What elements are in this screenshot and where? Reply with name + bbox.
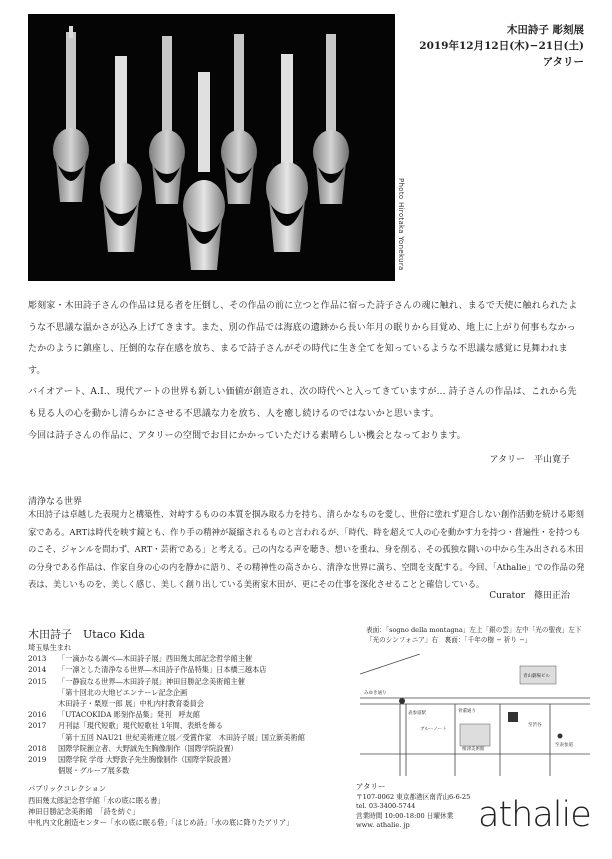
exhibition-title: 木田詩子 彫刻展 xyxy=(506,24,584,36)
building-block xyxy=(460,724,490,746)
bio-entry xyxy=(28,720,348,731)
bio-text: 「一滴かなる調べ―木田詩子展」西田幾太郎記念哲学館主催 xyxy=(58,654,253,664)
bio-entry xyxy=(28,687,348,698)
collection-item: 神田日勝記念美術館 「詩を紡ぐ」 xyxy=(28,806,140,816)
bio-year xyxy=(28,698,58,709)
bio-year xyxy=(28,687,58,698)
poi-marker xyxy=(558,734,563,739)
bio-year: 2019 xyxy=(28,755,47,765)
bio-year: 2015 xyxy=(28,676,47,686)
intro-paragraph-1: 彫刻家・木田詩子さんの作品は見る者を圧倒し、その作品の前に立つと作品に宿った詩子さんの魂に触れ、まるで天使に触れられたような不思議な温かさが込み上げてきます。また、別の作品では海底の遺跡から長い年月の眠りから目覚め、地上に上がり何事もなかったかのように鎮座し、圧倒的な存在感を放ち、まるで詩子さんがその時代に生き全てを知っているような不思議な感覚に見舞われます。 xyxy=(28,301,578,376)
exhibition-venue: アタリー xyxy=(542,56,584,68)
photo-credit: Photo Hirotaka Yonekura xyxy=(397,178,405,271)
bio-entry xyxy=(28,754,348,765)
station-marker xyxy=(399,698,405,704)
bio-entry xyxy=(28,676,348,687)
exhibition-title-block xyxy=(419,22,584,70)
map-label: 至渋谷 xyxy=(528,723,542,728)
intro-paragraph-3: 今回は詩子さんの作品に、アタリーの空間でお目にかかっていただける素晴らしい機会となっております。 xyxy=(28,430,466,441)
map-label: みゆき通り xyxy=(364,691,387,696)
bio-text: 個展・グループ展多数 xyxy=(58,766,130,776)
bio-text: 「一凛とした清浄なる世界―木田詩子作品特集」日本橋三越本店 xyxy=(58,665,267,675)
bio-text: 「第十回北の大地ビエンナーレ記念企画 xyxy=(58,687,188,697)
cover-caption-line: 表面：「sogno della montagna」左上「銀の雲」左中「光の聖夜」左下 xyxy=(366,626,582,634)
cover-caption xyxy=(366,626,606,645)
cover-caption-line: 「光のシンフォニア」右 裏面：「千年の樹 − 祈り −」 xyxy=(366,635,532,644)
curator-signature: Curator 篠田正治 xyxy=(489,591,570,601)
bio-entry xyxy=(28,765,348,776)
exhibition-dates: 2019年12月12日(木)−21日(土) xyxy=(419,40,584,52)
athalie-location-marker xyxy=(508,712,518,722)
bio-year: 2013 xyxy=(28,654,47,664)
venue-name: アタリー xyxy=(356,782,386,791)
artist-birthplace: 埼玉県生まれ xyxy=(28,643,72,652)
bio-text: 国際学院 学母 大野敦子先生胸像制作（国際学院設置） xyxy=(58,755,236,765)
intro-paragraph-2: バイオアート、A.I.、現代アートの世界も新しい価値が創造され、次の時代へと入ってきていますが… 詩子さんの作品は、これから先も見る人の心を動かし清らかにさせる不思議な力を放ち、人を癒し続けるのではないかと思います。 xyxy=(28,387,577,419)
intro-text xyxy=(28,296,584,447)
bio-entry xyxy=(28,709,348,720)
athalie-logo: athalie xyxy=(478,795,591,835)
venue-address xyxy=(356,782,470,830)
bio-entry xyxy=(28,743,348,754)
postal-address: 〒107-0062 東京都港区南青山6-6-25 xyxy=(356,793,471,802)
exhibition-photo xyxy=(28,14,395,281)
map-label: 青山劇場ビル xyxy=(523,674,550,679)
bio-text: 月刊誌「現代短歌」現代短歌社 1年間、表紙を飾る xyxy=(58,721,223,731)
bio-entry xyxy=(28,698,348,709)
bio-entry xyxy=(28,653,348,664)
phone-number: tel. 03-3400-5744 xyxy=(356,802,416,811)
map-label: 骨董通り xyxy=(458,709,476,714)
bio-entry xyxy=(28,664,348,675)
business-hours: 営業時間 10:00-18:00 日曜休業 xyxy=(356,811,454,820)
bio-entry xyxy=(28,732,348,743)
collection-item: 西田幾太郎記念哲学館「水の底に眠る書」 xyxy=(28,795,165,805)
bio-text: 「一静寂なる世界―木田詩子展」神田目勝記念美術館主催 xyxy=(58,676,245,686)
bio-year: 2014 xyxy=(28,665,47,675)
bio-year xyxy=(28,765,58,776)
bio-text: 「UTACOKIDA 彫刻作品集」発刊 呼友館 xyxy=(58,710,200,720)
bio-year: 2018 xyxy=(28,743,47,753)
map-label: 根津美術館 xyxy=(462,747,485,752)
website-link[interactable]: www. athalie. jp xyxy=(356,820,410,829)
artist-biography xyxy=(28,642,348,828)
section-title: 清浄なる世界 xyxy=(28,497,83,507)
bio-year: 2016 xyxy=(28,710,47,720)
bio-year: 2017 xyxy=(28,721,47,731)
bio-year xyxy=(28,732,58,743)
bio-text: 「第十五回 NAU21 世紀美術連立展／受賞作家 木田詩子展」国立新美術館 xyxy=(58,732,305,742)
sculptures-image xyxy=(28,14,395,281)
map-label: ブルーノート xyxy=(420,727,447,732)
access-map xyxy=(360,654,590,776)
collection-title: パブリックコレクション xyxy=(28,784,107,794)
map-label: 表参道駅 xyxy=(408,711,426,716)
map-label: 至表参道 xyxy=(555,743,573,748)
bio-text: 木田詩子・栗原一郎 展」中札内村教育委員会 xyxy=(58,699,205,709)
section-body: 木田詩子は卓越した表現力と構築性、対峙するものの本質を掴み取る力を持ち、清らかなものを愛し、世俗に塗れず迎合しない創作活動を続ける彫刻家である。ARTは時代を映す鏡とも、作り手の精神が凝縮されるものと言われるが、「時代、時を超えて人の心を動かす力を持つ・普遍性・を持つものこそ、ジャンルを問わず、ART・芸術である」と考える。己の内なる声を聴き、想いを重ね、身を削る、その孤独な闘いの中から生み出される木田の分身である作品は、作家自身の心の内を静かに語り、その精神性の高さから、清浄な世界に満ち、空間を支配する。今回、「Athalie」での作品の発表は、美しいものを、美しく感じ、美しく創り出している美術家木田が、更にその仕事を深化させることと確信している。 xyxy=(28,509,585,589)
bio-text: 国際学院創立者、大野誠先生胸像制作（国際学院設置） xyxy=(58,743,238,753)
intro-signature: アタリー 平山寛子 xyxy=(489,455,570,465)
collection-item: 中札内文化創造センター「水の底に眠る砦」「はじめ詩」「水の底に降りたアリア」 xyxy=(28,818,294,828)
artist-name: 木田詩子 Utaco Kida xyxy=(28,628,145,641)
